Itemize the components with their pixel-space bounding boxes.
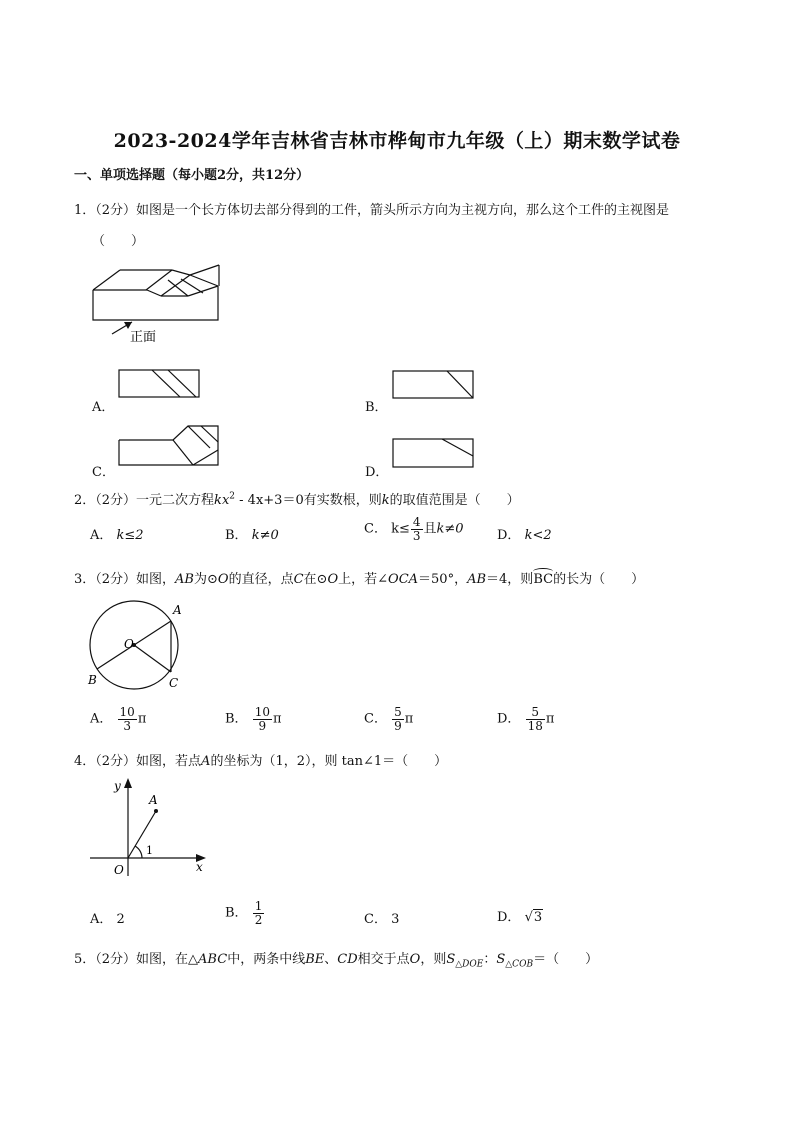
- q1-option-b-figure[interactable]: [392, 370, 476, 402]
- q4-option-a[interactable]: A． 2: [90, 912, 125, 927]
- q3-option-a[interactable]: A． $\frac{10}{3}$ π: [90, 705, 147, 733]
- svg-text:O: O: [114, 863, 124, 877]
- q4-option-d[interactable]: D． √3: [497, 910, 543, 925]
- q2-option-b[interactable]: B． k≠0: [225, 528, 279, 543]
- q3-option-b[interactable]: B． $\frac{10}{9}$ π: [225, 705, 282, 733]
- q4-option-b[interactable]: B． $\frac{1}{2}$: [225, 899, 263, 927]
- svg-text:1: 1: [146, 844, 153, 857]
- question-1-paren: （ ）: [92, 234, 145, 249]
- svg-text:y: y: [114, 779, 121, 793]
- question-3-figure: [84, 600, 194, 695]
- front-label: 正面: [130, 330, 157, 345]
- q1-option-a-label[interactable]: A．: [92, 400, 115, 415]
- q2-option-d[interactable]: D． k<2: [497, 528, 552, 543]
- question-1-text: 1．（2分）如图是一个长方体切去部分得到的工件，箭头所示方向为主视方向，那么这个工件的主视图是: [74, 203, 670, 218]
- q2-option-c[interactable]: C． k≤ $\frac{4}{3}$ 且k≠0: [364, 515, 464, 543]
- svg-text:x: x: [196, 860, 203, 874]
- exam-title: 2023-2024学年吉林省吉林市桦甸市九年级（上）期末数学试卷: [113, 130, 681, 152]
- section-heading: 一、单项选择题（每小题2分，共12分）: [74, 168, 310, 183]
- svg-text:B: B: [88, 673, 97, 687]
- q1-option-a-figure[interactable]: [118, 368, 202, 400]
- y-axis-arrow-icon: [124, 778, 132, 788]
- svg-text:A: A: [149, 793, 158, 807]
- question-3-text: 3．（2分）如图，AB为⊙O的直径，点C在⊙O上，若∠OCA＝50°，AB＝4，则 BC的长为（ ）: [74, 568, 644, 587]
- question-5-text: 5．（2分）如图，在△ABC中，两条中线BE、CD相交于点O，则$S_{\triangle DOE}$：$S_{\triangle COB}=$（ ）: [74, 952, 599, 970]
- q1-option-c-figure[interactable]: [118, 424, 222, 468]
- arc-bc: BC: [533, 572, 553, 587]
- q3-option-d[interactable]: D． $\frac{5}{18}$ π: [497, 705, 555, 733]
- svg-text:A: A: [173, 603, 182, 617]
- question-2-text: 2．（2分）一元二次方程$kx^2 - 4x+3=0$有实数根，则k的取值范围是（ ）: [74, 491, 520, 508]
- q1-option-d-label[interactable]: D．: [365, 465, 389, 480]
- svg-text:C: C: [169, 676, 179, 690]
- sqrt-icon: √: [524, 910, 533, 925]
- q4-option-c[interactable]: C． 3: [364, 912, 400, 927]
- q1-option-b-label[interactable]: B．: [365, 400, 388, 415]
- q1-option-d-figure[interactable]: [392, 438, 476, 470]
- q3-option-c[interactable]: C． $\frac{5}{9}$ π: [364, 705, 414, 733]
- q2-option-a[interactable]: A． k≤2: [90, 528, 144, 543]
- question-1-figure: [88, 258, 228, 348]
- svg-text:O: O: [124, 637, 134, 651]
- question-4-text: 4．（2分）如图，若点A的坐标为（1，2），则 tan∠1＝（ ）: [74, 754, 448, 769]
- view-arrow-icon: [112, 322, 132, 334]
- question-4-figure: [88, 776, 213, 881]
- q1-option-c-label[interactable]: C．: [92, 465, 115, 480]
